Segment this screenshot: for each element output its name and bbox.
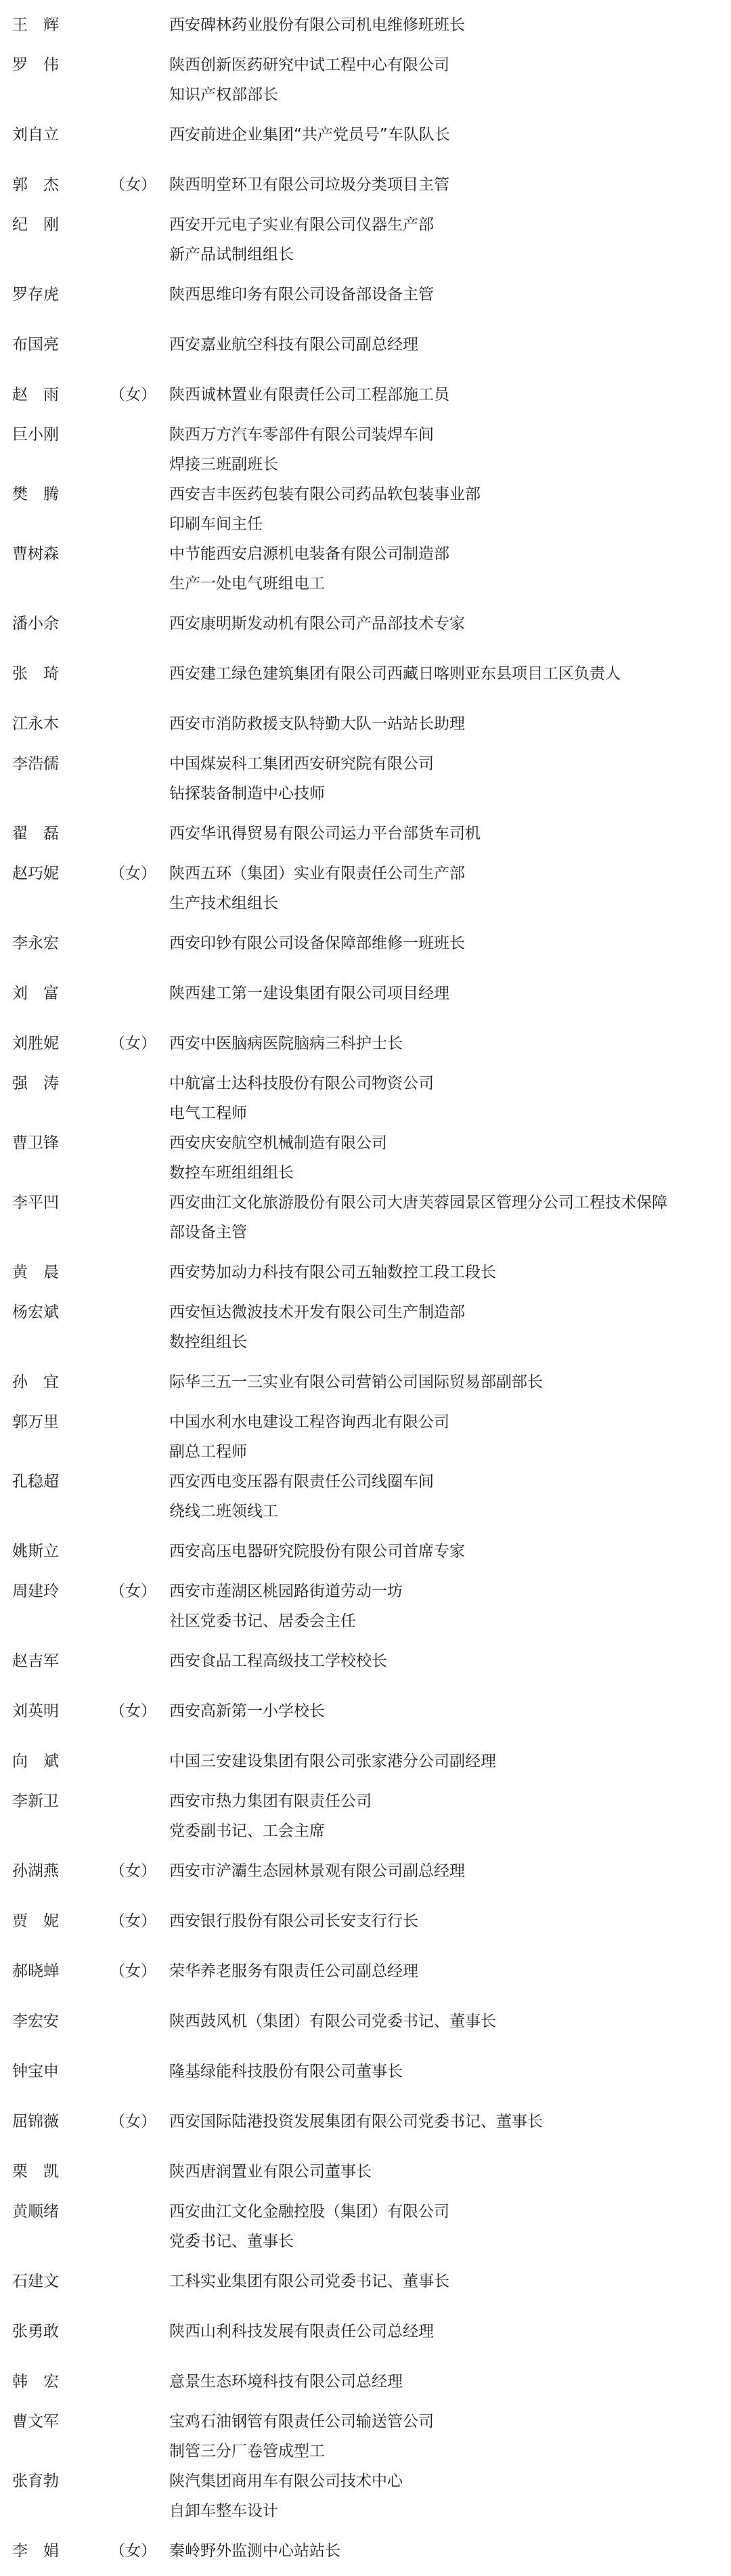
- person-name: 姚斯立: [12, 1543, 59, 1560]
- list-item: [0, 2407, 731, 2466]
- title-line: 西安食品工程高级技工学校校长: [169, 1652, 387, 1670]
- person-name: 刘自立: [12, 126, 59, 144]
- title-line: 知识产权部部长: [169, 86, 278, 104]
- list-item: [0, 0, 731, 50]
- list-item-content: [0, 120, 731, 150]
- person-name: 布国亮: [12, 336, 59, 353]
- person-name: 江永木: [12, 715, 59, 733]
- list-item-content: [0, 2317, 731, 2346]
- list-item: [0, 2357, 731, 2407]
- person-title: [169, 120, 731, 150]
- list-item: [0, 859, 731, 918]
- title-line: 西安高新第一小学校长: [169, 1702, 325, 1720]
- person-title: [169, 749, 731, 809]
- list-item: [0, 539, 731, 599]
- title-line: 焊接三班副班长: [169, 456, 278, 473]
- person-name: 郭万里: [12, 1413, 59, 1431]
- title-line: 印刷车间主任: [169, 515, 263, 533]
- list-item: [0, 1188, 731, 1247]
- person-title: [169, 1467, 731, 1526]
- person-title: [169, 380, 731, 410]
- title-line: 西安建工绿色建筑集团有限公司西藏日喀则亚东县项目工区负责人: [169, 665, 621, 683]
- list-item-content: [0, 979, 731, 1008]
- person-title: [169, 330, 731, 360]
- person-title: [169, 2317, 731, 2346]
- gender-note: （女）: [110, 1583, 156, 1600]
- person-name: 韩 宏: [12, 2373, 59, 2390]
- gender-note: （女）: [110, 386, 156, 404]
- person-name: 罗存虎: [12, 286, 59, 303]
- person-name: 曹卫锋: [12, 1134, 59, 1152]
- person-name: 李永宏: [12, 935, 59, 952]
- person-name: 杨宏斌: [12, 1304, 59, 1321]
- list-item-content: [0, 2367, 731, 2397]
- list-item-content: [0, 1746, 731, 1776]
- list-item: [0, 1247, 731, 1297]
- title-line: 陕西思维印务有限公司设备部设备主管: [169, 286, 434, 303]
- person-name: 李宏安: [12, 2013, 59, 2030]
- title-line: 生产技术组组长: [169, 895, 278, 912]
- person-title: [169, 2006, 731, 2036]
- title-line: 自卸车整车设计: [169, 2502, 278, 2520]
- person-name: 向 斌: [12, 1753, 59, 1770]
- title-line: 西安印钞有限公司设备保障部维修一班班长: [169, 935, 465, 952]
- list-item-content: [0, 479, 731, 539]
- title-line: 西安华讯得贸易有限公司运力平台部货车司机: [169, 825, 481, 842]
- list-item-content: [0, 2407, 731, 2466]
- person-name: 曹文军: [12, 2413, 59, 2430]
- person-title: [169, 420, 731, 479]
- title-line: 西安曲江文化旅游股份有限公司大唐芙蓉园景区管理分公司工程技术保障: [169, 1194, 667, 1211]
- title-line: 西安银行股份有限公司长安支行行长: [169, 1912, 418, 1930]
- list-item-content: [0, 1467, 731, 1526]
- gender-note: （女）: [110, 1962, 156, 1980]
- list-item: [0, 2466, 731, 2526]
- list-item: [0, 420, 731, 479]
- person-title: [169, 2536, 731, 2566]
- person-name: 钟宝申: [12, 2063, 59, 2080]
- list-item: [0, 1297, 731, 1357]
- list-item-content: [0, 420, 731, 479]
- title-line: 西安前进企业集团“共产党员号”车队队长: [169, 126, 450, 144]
- person-title: [169, 819, 731, 849]
- title-line: 西安市浐灞生态园林景观有限公司副总经理: [169, 1862, 465, 1880]
- title-line: 西安高压电器研究院股份有限公司首席专家: [169, 1543, 465, 1560]
- person-name: 赵吉军: [12, 1652, 59, 1670]
- person-title: [169, 2267, 731, 2296]
- title-line: 隆基绿能科技股份有限公司董事长: [169, 2063, 403, 2080]
- person-name: 翟 磊: [12, 825, 59, 842]
- list-item: [0, 2197, 731, 2256]
- title-line: 西安碑林药业股份有限公司机电维修班班长: [169, 16, 465, 34]
- person-name: 强 涛: [12, 1075, 59, 1092]
- person-name: 纪 刚: [12, 216, 59, 234]
- person-name: 李浩儒: [12, 755, 59, 773]
- person-title: [169, 1956, 731, 1986]
- person-title: [169, 2057, 731, 2086]
- list-item-content: [0, 1906, 731, 1936]
- title-line: 西安中医脑病医院脑病三科护士长: [169, 1035, 403, 1052]
- list-item-content: [0, 280, 731, 309]
- person-name: 孔稳超: [12, 1473, 59, 1490]
- person-title: [169, 1188, 731, 1247]
- person-title: [169, 1297, 731, 1357]
- person-name: 周建玲: [12, 1583, 59, 1600]
- title-line: 西安国际陆港投资发展集团有限公司党委书记、董事长: [169, 2113, 543, 2130]
- person-name: 张勇敢: [12, 2323, 59, 2340]
- title-line: 西安吉丰医药包装有限公司药品软包装事业部: [169, 486, 481, 503]
- person-name: 栗 凯: [12, 2163, 59, 2181]
- title-line: 西安恒达微波技术开发有限公司生产制造部: [169, 1304, 465, 1321]
- list-item: [0, 599, 731, 649]
- person-title: [169, 1128, 731, 1188]
- person-name: 赵巧妮: [12, 865, 59, 882]
- title-line: 制管三分厂卷管成型工: [169, 2443, 325, 2460]
- person-name: 赵 雨: [12, 386, 59, 404]
- title-line: 西安庆安航空机械制造有限公司: [169, 1134, 387, 1152]
- person-title: [169, 2466, 731, 2526]
- title-line: 数控组组长: [169, 1333, 247, 1351]
- list-item-content: [0, 749, 731, 809]
- list-item-content: [0, 10, 731, 40]
- list-item-content: [0, 1646, 731, 1676]
- person-name: 黄 晨: [12, 1264, 59, 1281]
- person-name: 黄顺绪: [12, 2203, 59, 2220]
- person-name: 郭 杰: [12, 176, 59, 194]
- list-item: [0, 320, 731, 370]
- list-item-content: [0, 1069, 731, 1128]
- list-item-content: [0, 1696, 731, 1726]
- person-title: [169, 1786, 731, 1846]
- title-line: 西安市莲湖区桃园路街道劳动一坊: [169, 1583, 403, 1600]
- person-name: 刘 富: [12, 985, 59, 1002]
- gender-note: （女）: [110, 1862, 156, 1880]
- list-item: [0, 1946, 731, 1996]
- list-item: [0, 2097, 731, 2147]
- title-line: 西安开元电子实业有限公司仪器生产部: [169, 216, 434, 234]
- list-item: [0, 918, 731, 968]
- list-item: [0, 1686, 731, 1736]
- gender-note: （女）: [110, 1702, 156, 1720]
- title-line: 陕西万方汽车零部件有限公司装焊车间: [169, 426, 434, 444]
- person-name: 罗 伟: [12, 56, 59, 74]
- list-item-content: [0, 819, 731, 849]
- title-line: 中国水利水电建设工程咨询西北有限公司: [169, 1413, 449, 1431]
- list-item-content: [0, 210, 731, 270]
- list-item: [0, 1576, 731, 1636]
- person-title: [169, 539, 731, 599]
- list-item-content: [0, 859, 731, 918]
- list-item: [0, 809, 731, 859]
- list-item-content: [0, 330, 731, 360]
- list-item-content: [0, 2057, 731, 2086]
- title-line: 社区党委书记、居委会主任: [169, 1612, 356, 1630]
- title-line: 电气工程师: [169, 1104, 247, 1122]
- list-item-content: [0, 170, 731, 200]
- person-title: [169, 1856, 731, 1886]
- person-title: [169, 979, 731, 1008]
- list-item-content: [0, 1128, 731, 1188]
- person-title: [169, 479, 731, 539]
- list-item-content: [0, 1297, 731, 1357]
- list-item-content: [0, 2006, 731, 2036]
- person-name: 樊 腾: [12, 486, 59, 503]
- person-name: 郝晓蝉: [12, 1962, 59, 1980]
- person-title: [169, 709, 731, 739]
- title-line: 陕西山利科技发展有限责任公司总经理: [169, 2323, 434, 2340]
- gender-note: （女）: [110, 865, 156, 882]
- person-title: [169, 2107, 731, 2137]
- list-item-content: [0, 1786, 731, 1846]
- person-name: 张 琦: [12, 665, 59, 683]
- list-item: [0, 1896, 731, 1946]
- person-title: [169, 1576, 731, 1636]
- title-line: 中国煤炭科工集团西安研究院有限公司: [169, 755, 434, 773]
- title-line: 党委副书记、工会主席: [169, 1822, 325, 1840]
- person-title: [169, 50, 731, 110]
- person-title: [169, 2197, 731, 2256]
- list-item: [0, 749, 731, 809]
- person-name: 李新卫: [12, 1793, 59, 1810]
- title-line: 西安曲江文化金融控股（集团）有限公司: [169, 2203, 449, 2220]
- person-title: [169, 10, 731, 40]
- title-line: 陕西唐润置业有限公司董事长: [169, 2163, 372, 2181]
- person-title: [169, 1906, 731, 1936]
- list-item: [0, 1018, 731, 1069]
- gender-note: （女）: [110, 1035, 156, 1052]
- list-item-content: [0, 709, 731, 739]
- title-line: 西安嘉业航空科技有限公司副总经理: [169, 336, 418, 353]
- person-title: [169, 170, 731, 200]
- list-item: [0, 160, 731, 210]
- title-line: 宝鸡石油钢管有限责任公司输送管公司: [169, 2413, 434, 2430]
- person-title: [169, 2367, 731, 2397]
- title-line: 部设备主管: [169, 1224, 247, 1241]
- person-name: 孙湖燕: [12, 1862, 59, 1880]
- list-item: [0, 1357, 731, 1407]
- person-name: 贾 妮: [12, 1912, 59, 1930]
- list-item-content: [0, 928, 731, 958]
- list-item: [0, 968, 731, 1018]
- title-line: 际华三五一三实业有限公司营销公司国际贸易部副部长: [169, 1373, 543, 1391]
- list-item-content: [0, 609, 731, 639]
- person-title: [169, 609, 731, 639]
- list-item: [0, 50, 731, 110]
- person-name: 王 辉: [12, 16, 59, 34]
- list-item: [0, 370, 731, 420]
- title-line: 陕西创新医药研究中试工程中心有限公司: [169, 56, 449, 74]
- gender-note: （女）: [110, 1912, 156, 1930]
- list-item: [0, 1407, 731, 1467]
- list-item-content: [0, 2157, 731, 2187]
- person-title: [169, 1029, 731, 1058]
- person-title: [169, 1258, 731, 1287]
- title-line: 西安市热力集团有限责任公司: [169, 1793, 372, 1810]
- list-item: [0, 210, 731, 270]
- list-item: [0, 110, 731, 160]
- title-line: 荣华养老服务有限责任公司副总经理: [169, 1962, 418, 1980]
- person-name: 李 娟: [12, 2542, 59, 2560]
- person-title: [169, 1746, 731, 1776]
- person-title: [169, 1696, 731, 1726]
- list-item: [0, 270, 731, 320]
- list-item-content: [0, 1407, 731, 1467]
- person-name: 刘胜妮: [12, 1035, 59, 1052]
- person-name: 屈锦薇: [12, 2113, 59, 2130]
- list-item: [0, 1786, 731, 1846]
- title-line: 西安市消防救援支队特勤大队一站站长助理: [169, 715, 465, 733]
- list-item-content: [0, 2267, 731, 2296]
- list-item: [0, 2256, 731, 2306]
- title-line: 西安西电变压器有限责任公司线圈车间: [169, 1473, 434, 1490]
- title-line: 陕西五环（集团）实业有限责任公司生产部: [169, 865, 465, 882]
- list-item: [0, 1736, 731, 1786]
- title-line: 陕西鼓风机（集团）有限公司党委书记、董事长: [169, 2013, 496, 2030]
- title-line: 中航富士达科技股份有限公司物资公司: [169, 1075, 434, 1092]
- person-name: 潘小余: [12, 615, 59, 632]
- person-title: [169, 210, 731, 270]
- title-line: 陕西建工第一建设集团有限公司项目经理: [169, 985, 449, 1002]
- list-item-content: [0, 2466, 731, 2526]
- title-line: 副总工程师: [169, 1443, 247, 1461]
- title-line: 意景生态环境科技有限公司总经理: [169, 2373, 403, 2390]
- gender-note: （女）: [110, 176, 156, 194]
- list-item-content: [0, 2107, 731, 2137]
- list-item-content: [0, 1576, 731, 1636]
- person-name: 孙 宜: [12, 1373, 59, 1391]
- list-item-content: [0, 2536, 731, 2566]
- list-item-content: [0, 539, 731, 599]
- list-item-content: [0, 1856, 731, 1886]
- list-item: [0, 2046, 731, 2097]
- list-item: [0, 1526, 731, 1576]
- person-name: 巨小刚: [12, 426, 59, 444]
- title-line: 新产品试制组组长: [169, 246, 294, 263]
- gender-note: （女）: [110, 2113, 156, 2130]
- title-line: 西安势加动力科技有限公司五轴数控工段工段长: [169, 1264, 496, 1281]
- title-line: 陕西诚林置业有限责任公司工程部施工员: [169, 386, 449, 404]
- title-line: 党委书记、董事长: [169, 2233, 294, 2250]
- list-item: [0, 2306, 731, 2357]
- person-title: [169, 659, 731, 689]
- list-item-content: [0, 659, 731, 689]
- title-line: 陕汽集团商用车有限公司技术中心: [169, 2472, 403, 2490]
- list-item-content: [0, 2197, 731, 2256]
- person-name: 李平凹: [12, 1194, 59, 1211]
- person-title: [169, 1646, 731, 1676]
- list-item-content: [0, 380, 731, 410]
- list-item: [0, 2147, 731, 2197]
- list-item-content: [0, 1029, 731, 1058]
- person-title: [169, 1069, 731, 1128]
- list-item: [0, 649, 731, 699]
- title-line: 陕西明堂环卫有限公司垃圾分类项目主管: [169, 176, 449, 194]
- person-name: 曹树森: [12, 545, 59, 563]
- list-item: [0, 1996, 731, 2046]
- list-item: [0, 1467, 731, 1526]
- list-item: [0, 2526, 731, 2576]
- gender-note: （女）: [110, 2542, 156, 2560]
- title-line: 钻探装备制造中心技师: [169, 785, 325, 802]
- person-title: [169, 928, 731, 958]
- title-line: 秦岭野外监测中心站站长: [169, 2542, 340, 2560]
- title-line: 中国三安建设集团有限公司张家港分公司副经理: [169, 1753, 496, 1770]
- title-line: 生产一处电气班组电工: [169, 575, 325, 593]
- title-line: 数控车班组组组长: [169, 1164, 294, 1182]
- list-item-content: [0, 50, 731, 110]
- person-name: 刘英明: [12, 1702, 59, 1720]
- list-item: [0, 1636, 731, 1686]
- list-item-content: [0, 1258, 731, 1287]
- title-line: 工科实业集团有限公司党委书记、董事长: [169, 2273, 449, 2290]
- person-title: [169, 1407, 731, 1467]
- title-line: 绕线二班领线工: [169, 1503, 278, 1520]
- list-item: [0, 1128, 731, 1188]
- list-item: [0, 1846, 731, 1896]
- list-item-content: [0, 1367, 731, 1397]
- title-line: 西安康明斯发动机有限公司产品部技术专家: [169, 615, 465, 632]
- list-item-content: [0, 1956, 731, 1986]
- person-title: [169, 2157, 731, 2187]
- person-title: [169, 1537, 731, 1566]
- list-item-content: [0, 1188, 731, 1247]
- list-item: [0, 479, 731, 539]
- list-item-content: [0, 1537, 731, 1566]
- list-item: [0, 699, 731, 749]
- person-name: 石建文: [12, 2273, 59, 2290]
- person-title: [169, 2407, 731, 2466]
- title-line: 中节能西安启源机电装备有限公司制造部: [169, 545, 449, 563]
- person-name: 张育勃: [12, 2472, 59, 2490]
- person-title: [169, 859, 731, 918]
- list-item: [0, 1069, 731, 1128]
- person-title: [169, 280, 731, 309]
- person-title: [169, 1367, 731, 1397]
